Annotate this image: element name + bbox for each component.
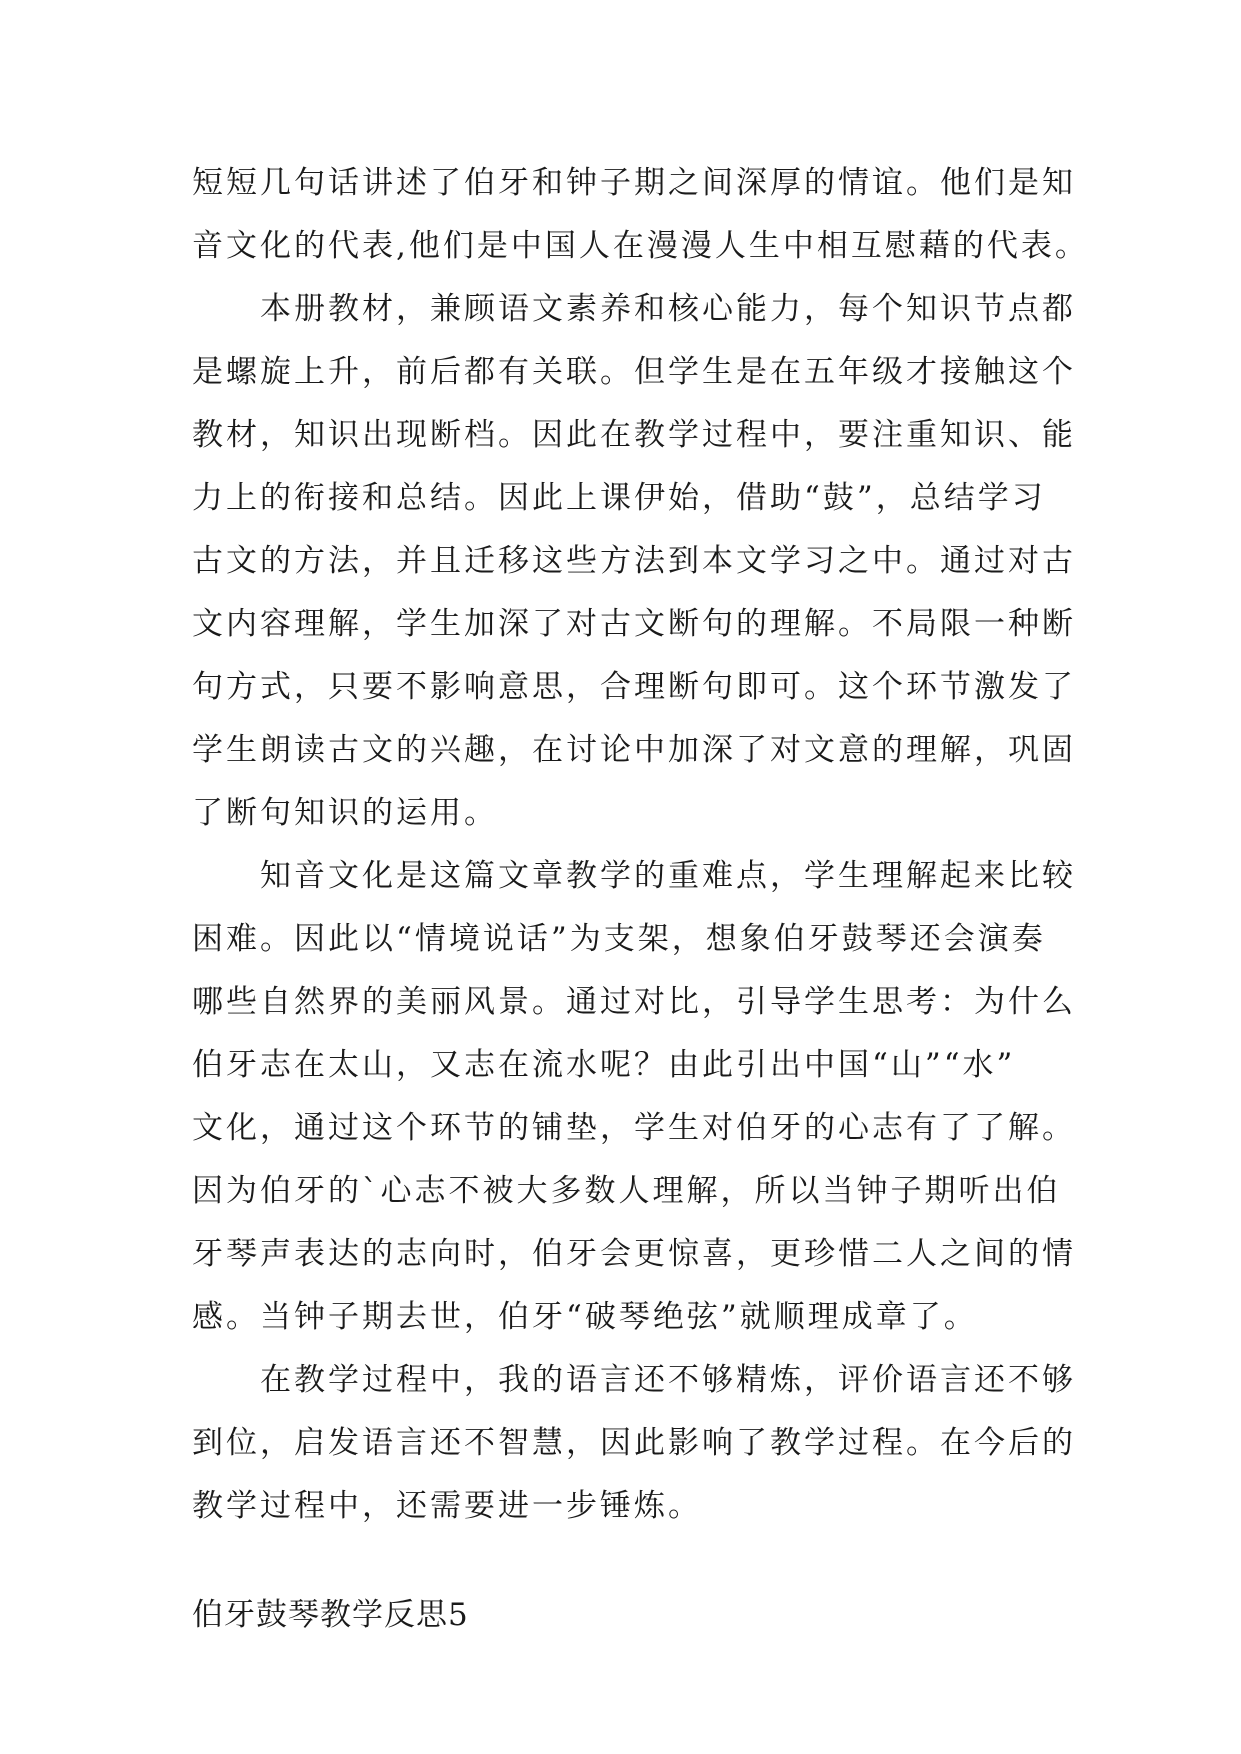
text-line-7: 古文的方法，并且迁移这些方法到本文学习之中。通过对古: [192, 543, 1076, 579]
text-line-17: 因为伯牙的`心志不被大多数人理解，所以当钟子期听出伯: [192, 1173, 1061, 1209]
text-line-14: 哪些自然界的美丽风景。通过对比，引导学生思考：为什么: [192, 984, 1076, 1020]
text-line-10: 学生朗读古文的兴趣，在讨论中加深了对文意的理解，巩固: [192, 732, 1076, 768]
text-line-3: 本册教材，兼顾语文素养和核心能力，每个知识节点都: [192, 291, 1076, 327]
text-line-21: 到位，启发语言还不智慧，因此影响了教学过程。在今后的: [192, 1425, 1076, 1461]
text-line-16: 文化，通过这个环节的铺垫，学生对伯牙的心志有了了解。: [192, 1110, 1076, 1146]
text-line-1: 短短几句话讲述了伯牙和钟子期之间深厚的情谊。他们是知: [192, 165, 1076, 201]
text-line-20: 在教学过程中，我的语言还不够精炼，评价语言还不够: [192, 1362, 1076, 1398]
text-line-9: 句方式，只要不影响意思，合理断句即可。这个环节激发了: [192, 669, 1076, 705]
text-line-12: 知音文化是这篇文章教学的重难点，学生理解起来比较: [192, 858, 1076, 894]
text-line-13: 困难。因此以“情境说话”为支架，想象伯牙鼓琴还会演奏: [192, 921, 1046, 957]
text-line-6: 力上的衔接和总结。因此上课伊始，借助“鼓”，总结学习: [192, 480, 1046, 516]
text-line-11: 了断句知识的运用。: [192, 795, 498, 831]
text-line-8: 文内容理解，学生加深了对古文断句的理解。不局限一种断: [192, 606, 1076, 642]
text-line-15: 伯牙志在太山，又志在流水呢？由此引出中国“山”“水”: [192, 1047, 1016, 1083]
text-line-19: 感。当钟子期去世，伯牙“破琴绝弦”就顺理成章了。: [192, 1299, 978, 1335]
section-heading: 伯牙鼓琴教学反思5: [192, 1597, 469, 1633]
text-line-4: 是螺旋上升，前后都有关联。但学生是在五年级才接触这个: [192, 354, 1076, 390]
text-line-22: 教学过程中，还需要进一步锤炼。: [192, 1488, 702, 1524]
text-line-2: 音文化的代表,他们是中国人在漫漫人生中相互慰藉的代表。: [192, 228, 1089, 264]
text-line-18: 牙琴声表达的志向时，伯牙会更惊喜，更珍惜二人之间的情: [192, 1236, 1076, 1272]
text-line-5: 教材，知识出现断档。因此在教学过程中，要注重知识、能: [192, 417, 1076, 453]
